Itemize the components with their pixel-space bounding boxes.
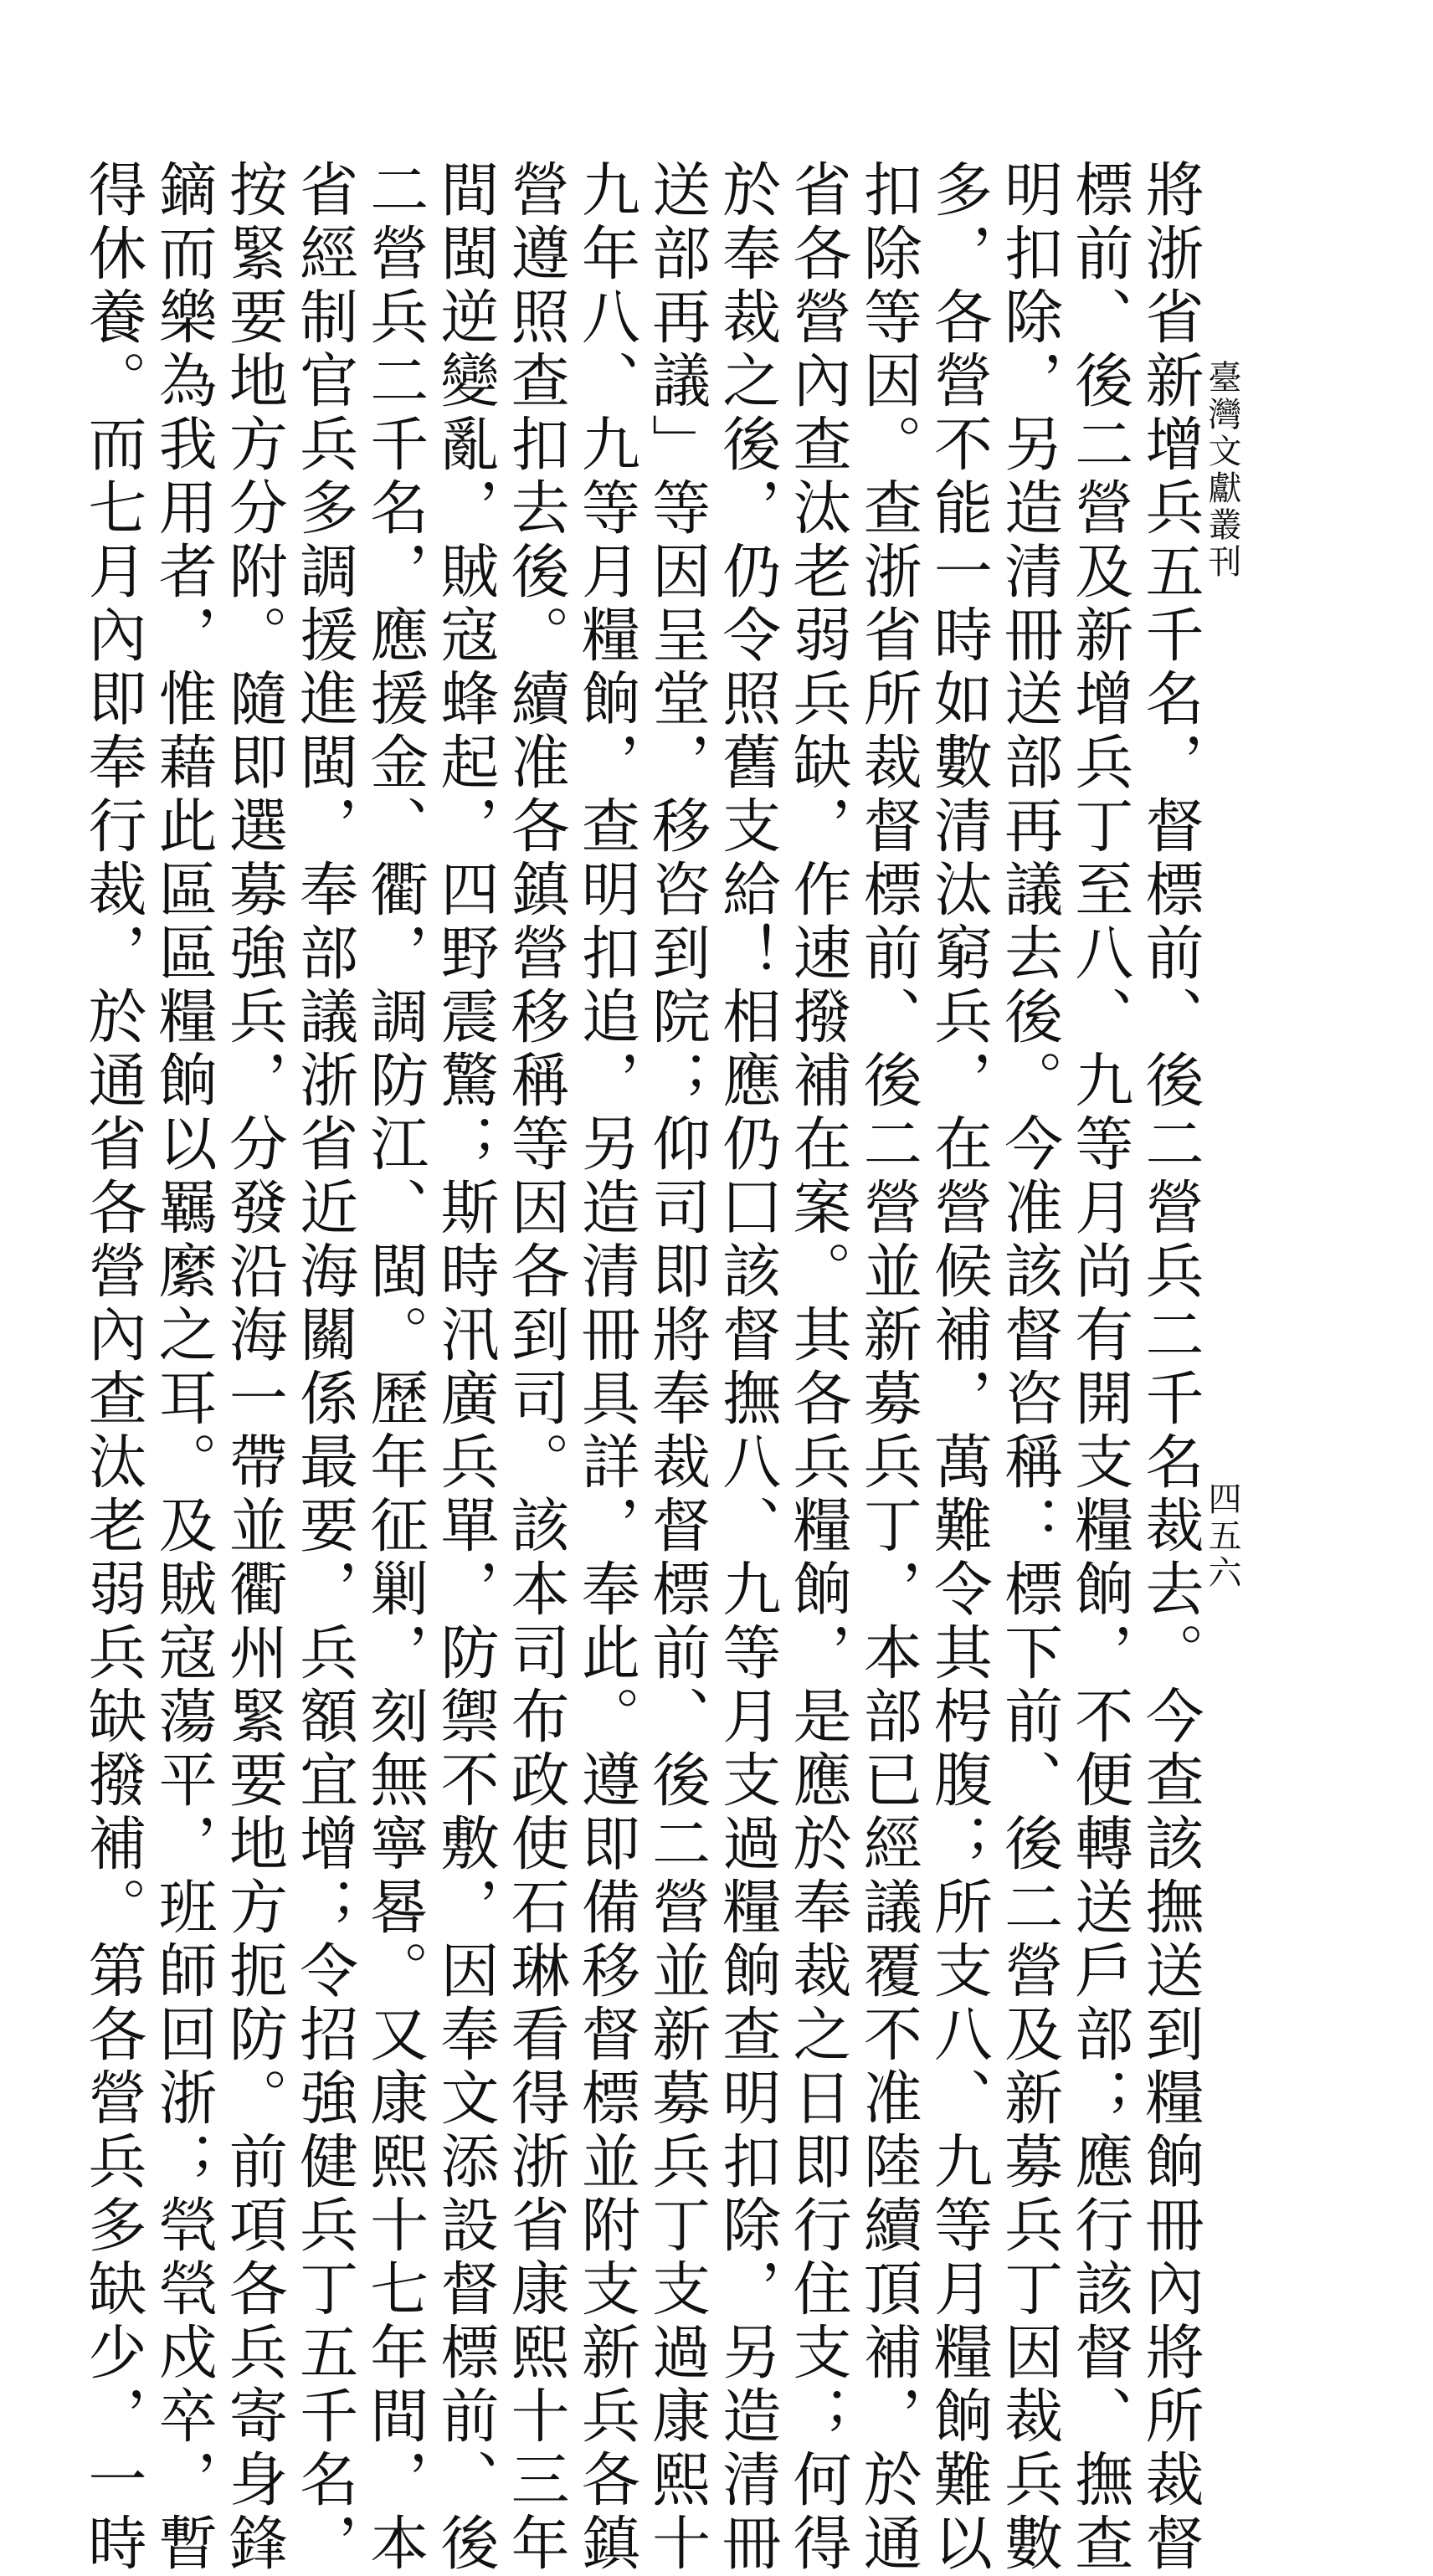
text-line: 間閩逆變亂，賊寇蜂起，四野震驚；斯時汛廣兵單，防禦不敷，因奉文添設督標前、後	[430, 159, 500, 2576]
text-line: 明扣除，另造清冊送部再議去後。今准該督咨稱：標下前、後二營及新募兵丁因裁兵數	[994, 159, 1064, 2576]
page-number: 四五六	[1203, 1481, 1241, 1592]
text-line: 按緊要地方分附。隨即選募強兵，分發沿海一帶並衢州緊要地方扼防。前項各兵寄身鋒	[219, 159, 289, 2576]
text-line: 標前、後二營及新增兵丁至八、九等月尚有開支糧餉，不便轉送戶部；應行該督、撫查	[1065, 159, 1134, 2576]
text-line: 於奉裁之後，仍令照舊支給！相應仍囗該督撫八、九等月支過糧餉查明扣除，另造清冊	[712, 159, 782, 2576]
text-line: 鏑而樂為我用者，惟藉此區區糧餉以羈縻之耳。及賊寇蕩平，班師回浙；煢煢戍卒，暫	[149, 159, 218, 2576]
text-line: 得休養。而七月內即奉行裁，於通省各營內查汰老弱兵缺撥補。第各營兵多缺少，一時	[78, 159, 147, 2576]
text-line: 營遵照查扣去後。續准各鎮營移稱等因各到司。該本司布政使石琳看得浙省康熙十三年	[501, 159, 571, 2576]
text-line: 將浙省新增兵五千名，督標前、後二營兵二千名裁去。今查該撫送到糧餉冊內將所裁督	[1136, 159, 1204, 2576]
text-line: 扣除等因。查浙省所裁督標前、後二營並新募兵丁，本部已經議覆不准陸續頂補，於通	[854, 159, 923, 2576]
running-head-title: 臺灣文獻叢刊	[1203, 360, 1241, 581]
text-line: 省經制官兵多調援進閩，奉部議浙省近海關係最要，兵額宜增；令招強健兵丁五千名，	[290, 159, 359, 2576]
text-line: 二營兵二千名，應援金、衢，調防江、閩。歷年征剿，刻無寧晷。又康熙十七年間，本	[360, 159, 429, 2576]
vertical-text-body	[78, 159, 1205, 2576]
text-line: 送部再議」等因呈堂，移咨到院；仰司即將奉裁督標前、後二營並新募兵丁支過康熙十	[642, 159, 711, 2576]
text-line: 多，各營不能一時如數清汰窮兵，在營候補，萬難令其枵腹；所支八、九等月糧餉難以	[924, 159, 994, 2576]
text-line: 九年八、九等月糧餉，查明扣追，另造清冊具詳，奉此。遵即備移督標並附支新兵各鎮	[572, 159, 641, 2576]
text-line: 省各營內查汰老弱兵缺，作速撥補在案。其各兵糧餉，是應於奉裁之日即行住支；何得	[783, 159, 852, 2576]
